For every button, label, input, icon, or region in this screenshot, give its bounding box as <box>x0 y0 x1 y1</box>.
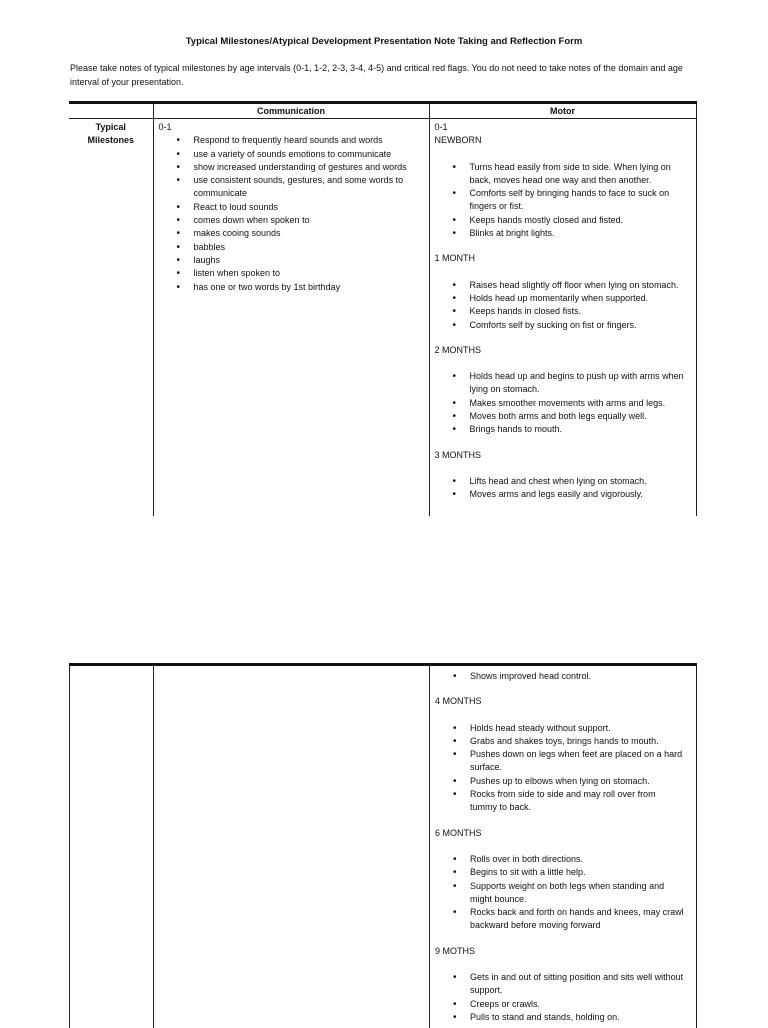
list-item: • Keeps hands mostly closed and fisted. <box>435 214 691 227</box>
list-item: • React to loud sounds <box>159 201 424 214</box>
motor-heading-4-months: 4 MONTHS <box>435 695 691 708</box>
motor-heading-newborn: NEWBORN <box>435 134 691 147</box>
motor-heading-3-months: 3 MONTHS <box>435 449 691 462</box>
communication-list <box>159 134 424 294</box>
list-item: • listen when spoken to <box>159 267 424 280</box>
list-item: • Rocks from side to side and may roll over from tummy to back. <box>435 788 691 815</box>
list-item: • Gets in and out of sitting position and sits well without support. <box>435 971 691 998</box>
motor-cell-continued <box>430 665 697 1028</box>
list-item: • Pulls to stand and stands, holding on. <box>435 1011 691 1024</box>
list-item: • Raises head slightly off floor when lying on stomach. <box>435 279 691 292</box>
motor-list-3-months <box>435 475 691 502</box>
motor-list-9-months <box>435 971 691 1024</box>
list-item: • Comforts self by bringing hands to face to suck on fingers or fist. <box>435 187 691 214</box>
motor-list-3-months-continued <box>435 670 691 683</box>
page-title: Typical Milestones/Atypical Development Presentation Note Taking and Reflection Form <box>0 36 768 47</box>
list-item: • babbles <box>159 241 424 254</box>
motor-list-2-months <box>435 370 691 436</box>
list-item: • Shows improved head control. <box>435 670 691 683</box>
milestones-table-page-2 <box>69 663 697 1028</box>
motor-heading-9-months: 9 MOTHS <box>435 945 691 958</box>
communication-age-interval: 0-1 <box>159 121 424 134</box>
list-item: • use a variety of sounds emotions to communicate <box>159 148 424 161</box>
motor-list-newborn <box>435 161 691 241</box>
list-item: • Comforts self by sucking on fist or fingers. <box>435 319 691 332</box>
list-item: • Holds head up and begins to push up with arms when lying on stomach. <box>435 370 691 397</box>
list-item: • Rolls over in both directions. <box>435 853 691 866</box>
column-header-communication: Communication <box>153 103 429 119</box>
motor-cell <box>429 119 696 517</box>
list-item: • Supports weight on both legs when standing and might bounce. <box>435 880 691 907</box>
list-item: • Turns head easily from side to side. When lying on back, moves head one way and then another. <box>435 161 691 188</box>
column-header-motor: Motor <box>429 103 696 119</box>
milestones-table-page-1 <box>69 101 697 516</box>
list-item: • Holds head steady without support. <box>435 722 691 735</box>
list-item: • Respond to frequently heard sounds and words <box>159 134 424 147</box>
list-item: • comes down when spoken to <box>159 214 424 227</box>
list-item: • show increased understanding of gestures and words <box>159 161 424 174</box>
list-item: • has one or two words by 1st birthday <box>159 281 424 294</box>
list-item: • laughs <box>159 254 424 267</box>
corner-header <box>69 103 153 119</box>
communication-cell <box>153 119 429 517</box>
motor-age-interval: 0-1 <box>435 121 691 134</box>
motor-list-1-month <box>435 279 691 332</box>
list-item: • Grabs and shakes toys, brings hands to mouth. <box>435 735 691 748</box>
list-item: • Lifts head and chest when lying on stomach. <box>435 475 691 488</box>
list-item: • Brings hands to mouth. <box>435 423 691 436</box>
row-label-text: Typical Milestones <box>81 121 141 147</box>
motor-list-6-months <box>435 853 691 933</box>
motor-heading-6-months: 6 MONTHS <box>435 827 691 840</box>
row-label-typical-milestones <box>69 119 153 517</box>
row-label-cell-continued <box>70 665 154 1028</box>
motor-list-4-months <box>435 722 691 815</box>
list-item: • Rocks back and forth on hands and knees, may crawl backward before moving forward <box>435 906 691 933</box>
list-item: • use consistent sounds, gestures, and some words to communicate <box>159 174 424 201</box>
list-item: • Blinks at bright lights. <box>435 227 691 240</box>
list-item: • Pushes up to elbows when lying on stomach. <box>435 775 691 788</box>
list-item: • Creeps or crawls. <box>435 998 691 1011</box>
list-item: • Moves arms and legs easily and vigorously. <box>435 488 691 501</box>
list-item: • Holds head up momentarily when supported. <box>435 292 691 305</box>
list-item: • Keeps hands in closed fists. <box>435 305 691 318</box>
motor-heading-2-months: 2 MONTHS <box>435 344 691 357</box>
communication-cell-continued <box>154 665 430 1028</box>
motor-heading-1-month: 1 MONTH <box>435 252 691 265</box>
list-item: • Moves both arms and both legs equally well. <box>435 410 691 423</box>
list-item: • makes cooing sounds <box>159 227 424 240</box>
list-item: • Begins to sit with a little help. <box>435 866 691 879</box>
intro-text: Please take notes of typical milestones by age intervals (0-1, 1-2, 2-3, 3-4, 4-5) and critical red flags. You do not need to take notes of the domain and age interval of your presentation. <box>70 62 700 89</box>
list-item: • Pushes down on legs when feet are placed on a hard surface. <box>435 748 691 775</box>
list-item: • Makes smoother movements with arms and legs. <box>435 397 691 410</box>
